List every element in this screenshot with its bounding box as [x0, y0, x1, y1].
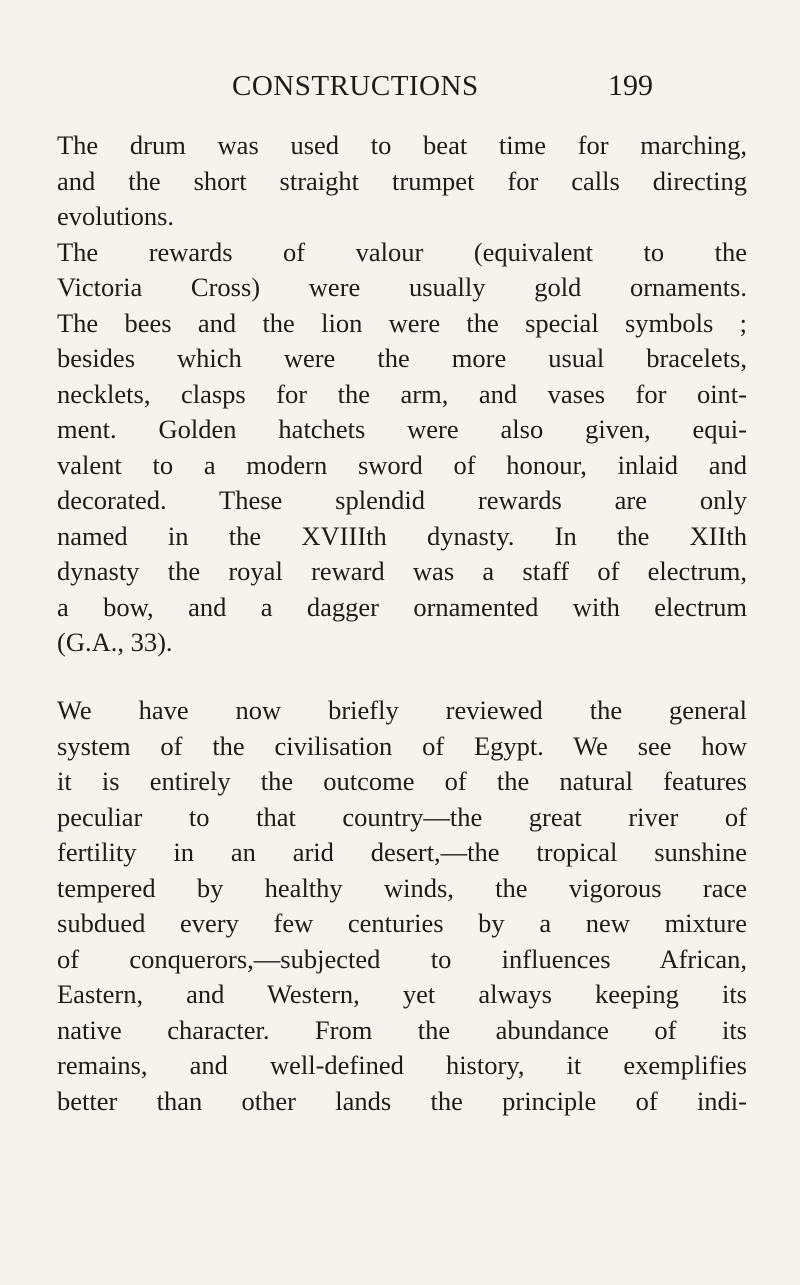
running-title: CONSTRUCTIONS: [232, 70, 479, 102]
text-line: named in the XVIIIth dynasty. In the XIIth: [57, 520, 747, 551]
text-line: of conquerors,—subjected to influences African,: [57, 943, 747, 974]
paragraph-summary: [57, 693, 747, 1119]
text-line: dynasty the royal reward was a staff of electrum,: [57, 556, 747, 586]
text-line: system of the civilisation of Egypt. We see how: [57, 730, 747, 761]
text-block-upper: [57, 128, 747, 661]
text-line: The rewards of valour (equivalent to the: [57, 236, 747, 267]
text-line: Eastern, and Western, yet always keeping its: [57, 979, 747, 1009]
text-line: ment. Golden hatchets were also given, equi-: [57, 414, 747, 444]
text-line: (G.A., 33).: [57, 627, 173, 657]
text-line: We have now briefly reviewed the general: [57, 695, 747, 725]
text-line: native character. From the abundance of its: [57, 1014, 747, 1045]
text-line: The bees and the lion were the special symbols ;: [57, 307, 747, 338]
text-line: subdued every few centuries by a new mixture: [57, 908, 747, 938]
paragraph-rewards: [57, 235, 747, 661]
text-line: peculiar to that country—the great river of: [57, 801, 747, 832]
page-number: 199: [608, 69, 653, 102]
text-line: valent to a modern sword of honour, inlaid and: [57, 449, 747, 480]
text-line: necklets, clasps for the arm, and vases for oint-: [57, 378, 747, 409]
text-line: a bow, and a dagger ornamented with electrum: [57, 591, 747, 622]
text-line: fertility in an arid desert,—the tropical sunshine: [57, 837, 747, 867]
text-line: evolutions.: [57, 201, 175, 231]
text-line: it is entirely the outcome of the natural features: [57, 766, 747, 796]
text-line: and the short straight trumpet for calls directing: [57, 165, 747, 196]
text-line: tempered by healthy winds, the vigorous race: [57, 872, 747, 903]
text-block-lower: [57, 693, 747, 1119]
text-line: Victoria Cross) were usually gold ornaments.: [57, 272, 747, 302]
text-line: remains, and well-defined history, it exemplifies: [57, 1050, 747, 1080]
running-header: [0, 66, 800, 106]
text-line: The drum was used to beat time for marching,: [57, 130, 747, 160]
paragraph-drum: [57, 128, 747, 235]
text-line: decorated. These splendid rewards are only: [57, 485, 747, 515]
text-line: besides which were the more usual bracelets,: [57, 343, 747, 373]
text-line: better than other lands the principle of indi-: [57, 1085, 747, 1116]
